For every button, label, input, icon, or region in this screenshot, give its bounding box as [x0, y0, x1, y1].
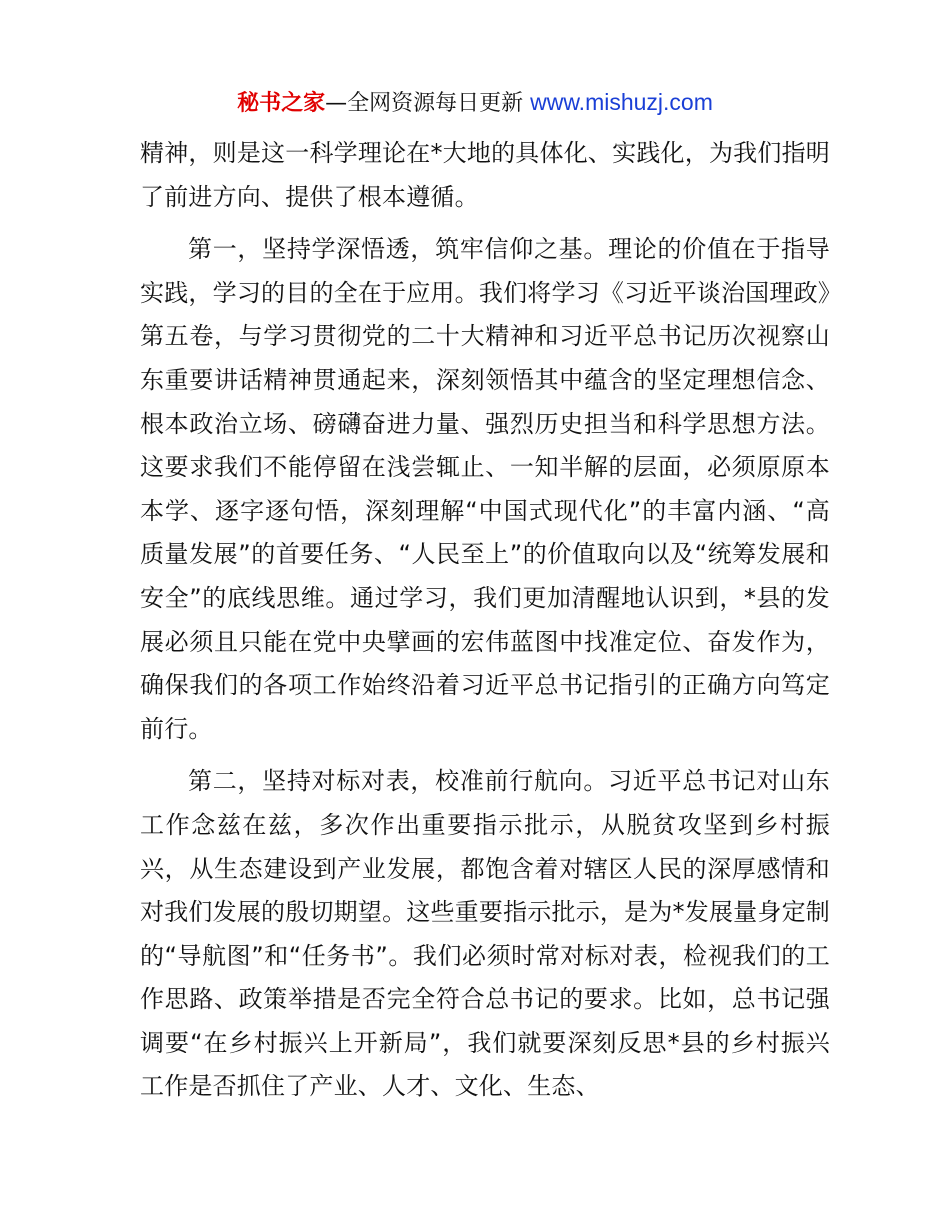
paragraph-second-point: 第二，坚持对标对表，校准前行航向。习近平总书记对山东工作念兹在兹，多次作出重要指示批示，从脱贫攻坚到乡村振兴，从生态建设到产业发展，都饱含着对辖区人民的深厚感情和对我们发展的殷切期望。这些重要指示批示，是为*发展量身定制的“导航图”和“任务书”。我们必须时常对标对表，检视我们的工作思路、政策举措是否完全符合总书记的要求。比如，总书记强调要“在乡村振兴上开新局”，我们就要深刻反思*县的乡村振兴工作是否抓住了产业、人才、文化、生态、 [140, 767, 830, 1101]
site-url-link[interactable]: www.mishuzj.com [530, 89, 713, 115]
brand-name: 秘书之家 [237, 91, 326, 116]
document-body [140, 132, 830, 1109]
header-tagline: —全网资源每日更新 [325, 91, 531, 116]
paragraph-first-point: 第一，坚持学深悟透，筑牢信仰之基。理论的价值在于指导实践，学习的目的全在于应用。我们将学习《习近平谈治国理政》第五卷，与学习贯彻党的二十大精神和习近平总书记历次视察山东重要讲话精神贯通起来，深刻领悟其中蕴含的坚定理想信念、根本政治立场、磅礴奋进力量、强烈历史担当和科学思想方法。这要求我们不能停留在浅尝辄止、一知半解的层面，必须原原本本学、逐字逐句悟，深刻理解“中国式现代化”的丰富内涵、“高质量发展”的首要任务、“人民至上”的价值取向以及“统筹发展和安全”的底线思维。通过学习，我们更加清醒地认识到，*县的发展必须且只能在党中央擘画的宏伟蓝图中找准定位、奋发作为，确保我们的各项工作始终沿着习近平总书记指引的正确方向笃定前行。 [140, 235, 830, 743]
paragraph-continuation: 精神，则是这一科学理论在*大地的具体化、实践化，为我们指明了前进方向、提供了根本遵循。 [140, 139, 830, 211]
site-header [0, 86, 950, 120]
